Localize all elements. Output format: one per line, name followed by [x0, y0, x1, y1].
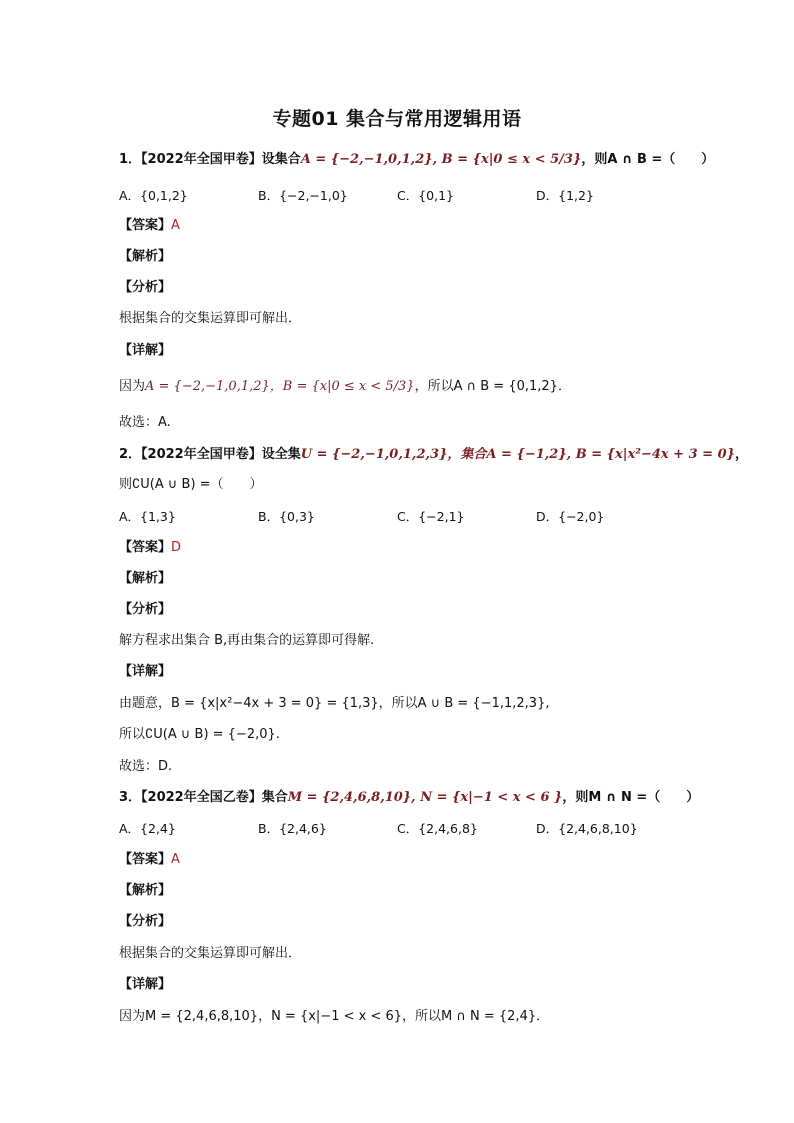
question-2-prefix: 2．【2022年全国甲卷】设全集 — [119, 447, 301, 462]
q1-detail-math: A = {−2,−1,0,1,2}，B = {x|0 ≤ x < 5/3} — [145, 379, 415, 394]
q3-xiangjie-label: 【详解】 — [119, 977, 172, 992]
q3-answer-label: 【答案】 — [119, 852, 172, 867]
question-3-math: M = {2,4,6,8,10}, N = {x|−1 < x < 6 } — [287, 790, 563, 805]
q3-option-c: C．{2,4,6,8} — [397, 821, 478, 836]
q3-jiexi-label: 【解析】 — [119, 883, 172, 898]
q3-fenxi-text: 根据集合的交集运算即可解出． — [119, 946, 302, 961]
q2-fenxi-label: 【分析】 — [119, 602, 172, 617]
question-2-math: U = {−2,−1,0,1,2,3}，集合A = {−1,2}, B = {x|x²−4x + 3 = 0} — [300, 447, 735, 462]
q3-option-b: B．{2,4,6} — [258, 821, 327, 836]
question-1-prefix: 1．【2022年全国甲卷】设集合 — [119, 152, 301, 167]
q1-option-a: A．{0,1,2} — [119, 188, 188, 203]
q1-answer-value: A — [171, 218, 180, 233]
q1-option-d: D．{1,2} — [536, 188, 594, 203]
question-2-line2: 则∁U(A ∪ B) =（ ） — [119, 477, 263, 492]
question-3-prefix: 3．【2022年全国乙卷】集合 — [119, 790, 288, 805]
q1-option-c: C．{0,1} — [397, 188, 455, 203]
q3-detail: 因为M = {2,4,6,8,10}，N = {x|−1 < x < 6}，所以M ∩ N = {2,4}． — [119, 1009, 550, 1024]
q2-detail-2: 所以∁U(A ∪ B) = {−2,0}. — [119, 727, 280, 742]
q2-answer-label: 【答案】 — [119, 540, 172, 555]
q2-option-c: C．{−2,1} — [397, 509, 465, 524]
question-2-suffix: ， — [734, 447, 748, 462]
q2-answer-value: D — [171, 540, 182, 555]
q3-fenxi-label: 【分析】 — [119, 914, 172, 929]
q1-fenxi-label: 【分析】 — [119, 280, 172, 295]
q1-detail — [119, 377, 571, 397]
q2-xiangjie-label: 【详解】 — [119, 664, 172, 679]
page-title: 专题01 集合与常用逻辑用语 — [272, 108, 522, 130]
question-3-suffix: ，则M ∩ N =（ ） — [562, 790, 700, 805]
q1-xiangjie-label: 【详解】 — [119, 343, 172, 358]
question-2 — [119, 445, 748, 465]
q2-answer — [119, 538, 181, 558]
q3-answer — [119, 850, 180, 870]
q2-option-a: A．{1,3} — [119, 509, 176, 524]
q2-option-d: D．{−2,0} — [536, 509, 605, 524]
q1-jiexi-label: 【解析】 — [119, 249, 172, 264]
q2-conclusion: 故选：D. — [119, 759, 173, 774]
q1-option-b: B．{−2,−1,0} — [258, 188, 348, 203]
q2-jiexi-label: 【解析】 — [119, 571, 172, 586]
question-1-math: A = {−2,−1,0,1,2}, B = {x|0 ≤ x < 5/3} — [300, 152, 582, 167]
q1-fenxi-text: 根据集合的交集运算即可解出． — [119, 311, 302, 326]
q3-option-d: D．{2,4,6,8,10} — [536, 821, 638, 836]
q3-option-a: A．{2,4} — [119, 821, 176, 836]
q1-answer-label: 【答案】 — [119, 218, 172, 233]
question-1-suffix: ，则A ∩ B =（ ） — [581, 152, 715, 167]
q1-detail-prefix: 因为 — [119, 379, 146, 394]
q1-answer — [119, 216, 180, 236]
q2-detail-1: 由题意，B = {x|x²−4x + 3 = 0} = {1,3}，所以A ∪ B = {−1,1,2,3}, — [119, 696, 550, 711]
q2-option-b: B．{0,3} — [258, 509, 315, 524]
question-1 — [119, 150, 714, 170]
question-3 — [119, 788, 699, 808]
q2-fenxi-text: 解方程求出集合 B,再由集合的运算即可得解. — [119, 633, 375, 648]
q3-answer-value: A — [171, 852, 180, 867]
q1-detail-suffix: ，所以A ∩ B = {0,1,2}． — [414, 379, 571, 394]
q1-conclusion: 故选：A. — [119, 415, 171, 430]
